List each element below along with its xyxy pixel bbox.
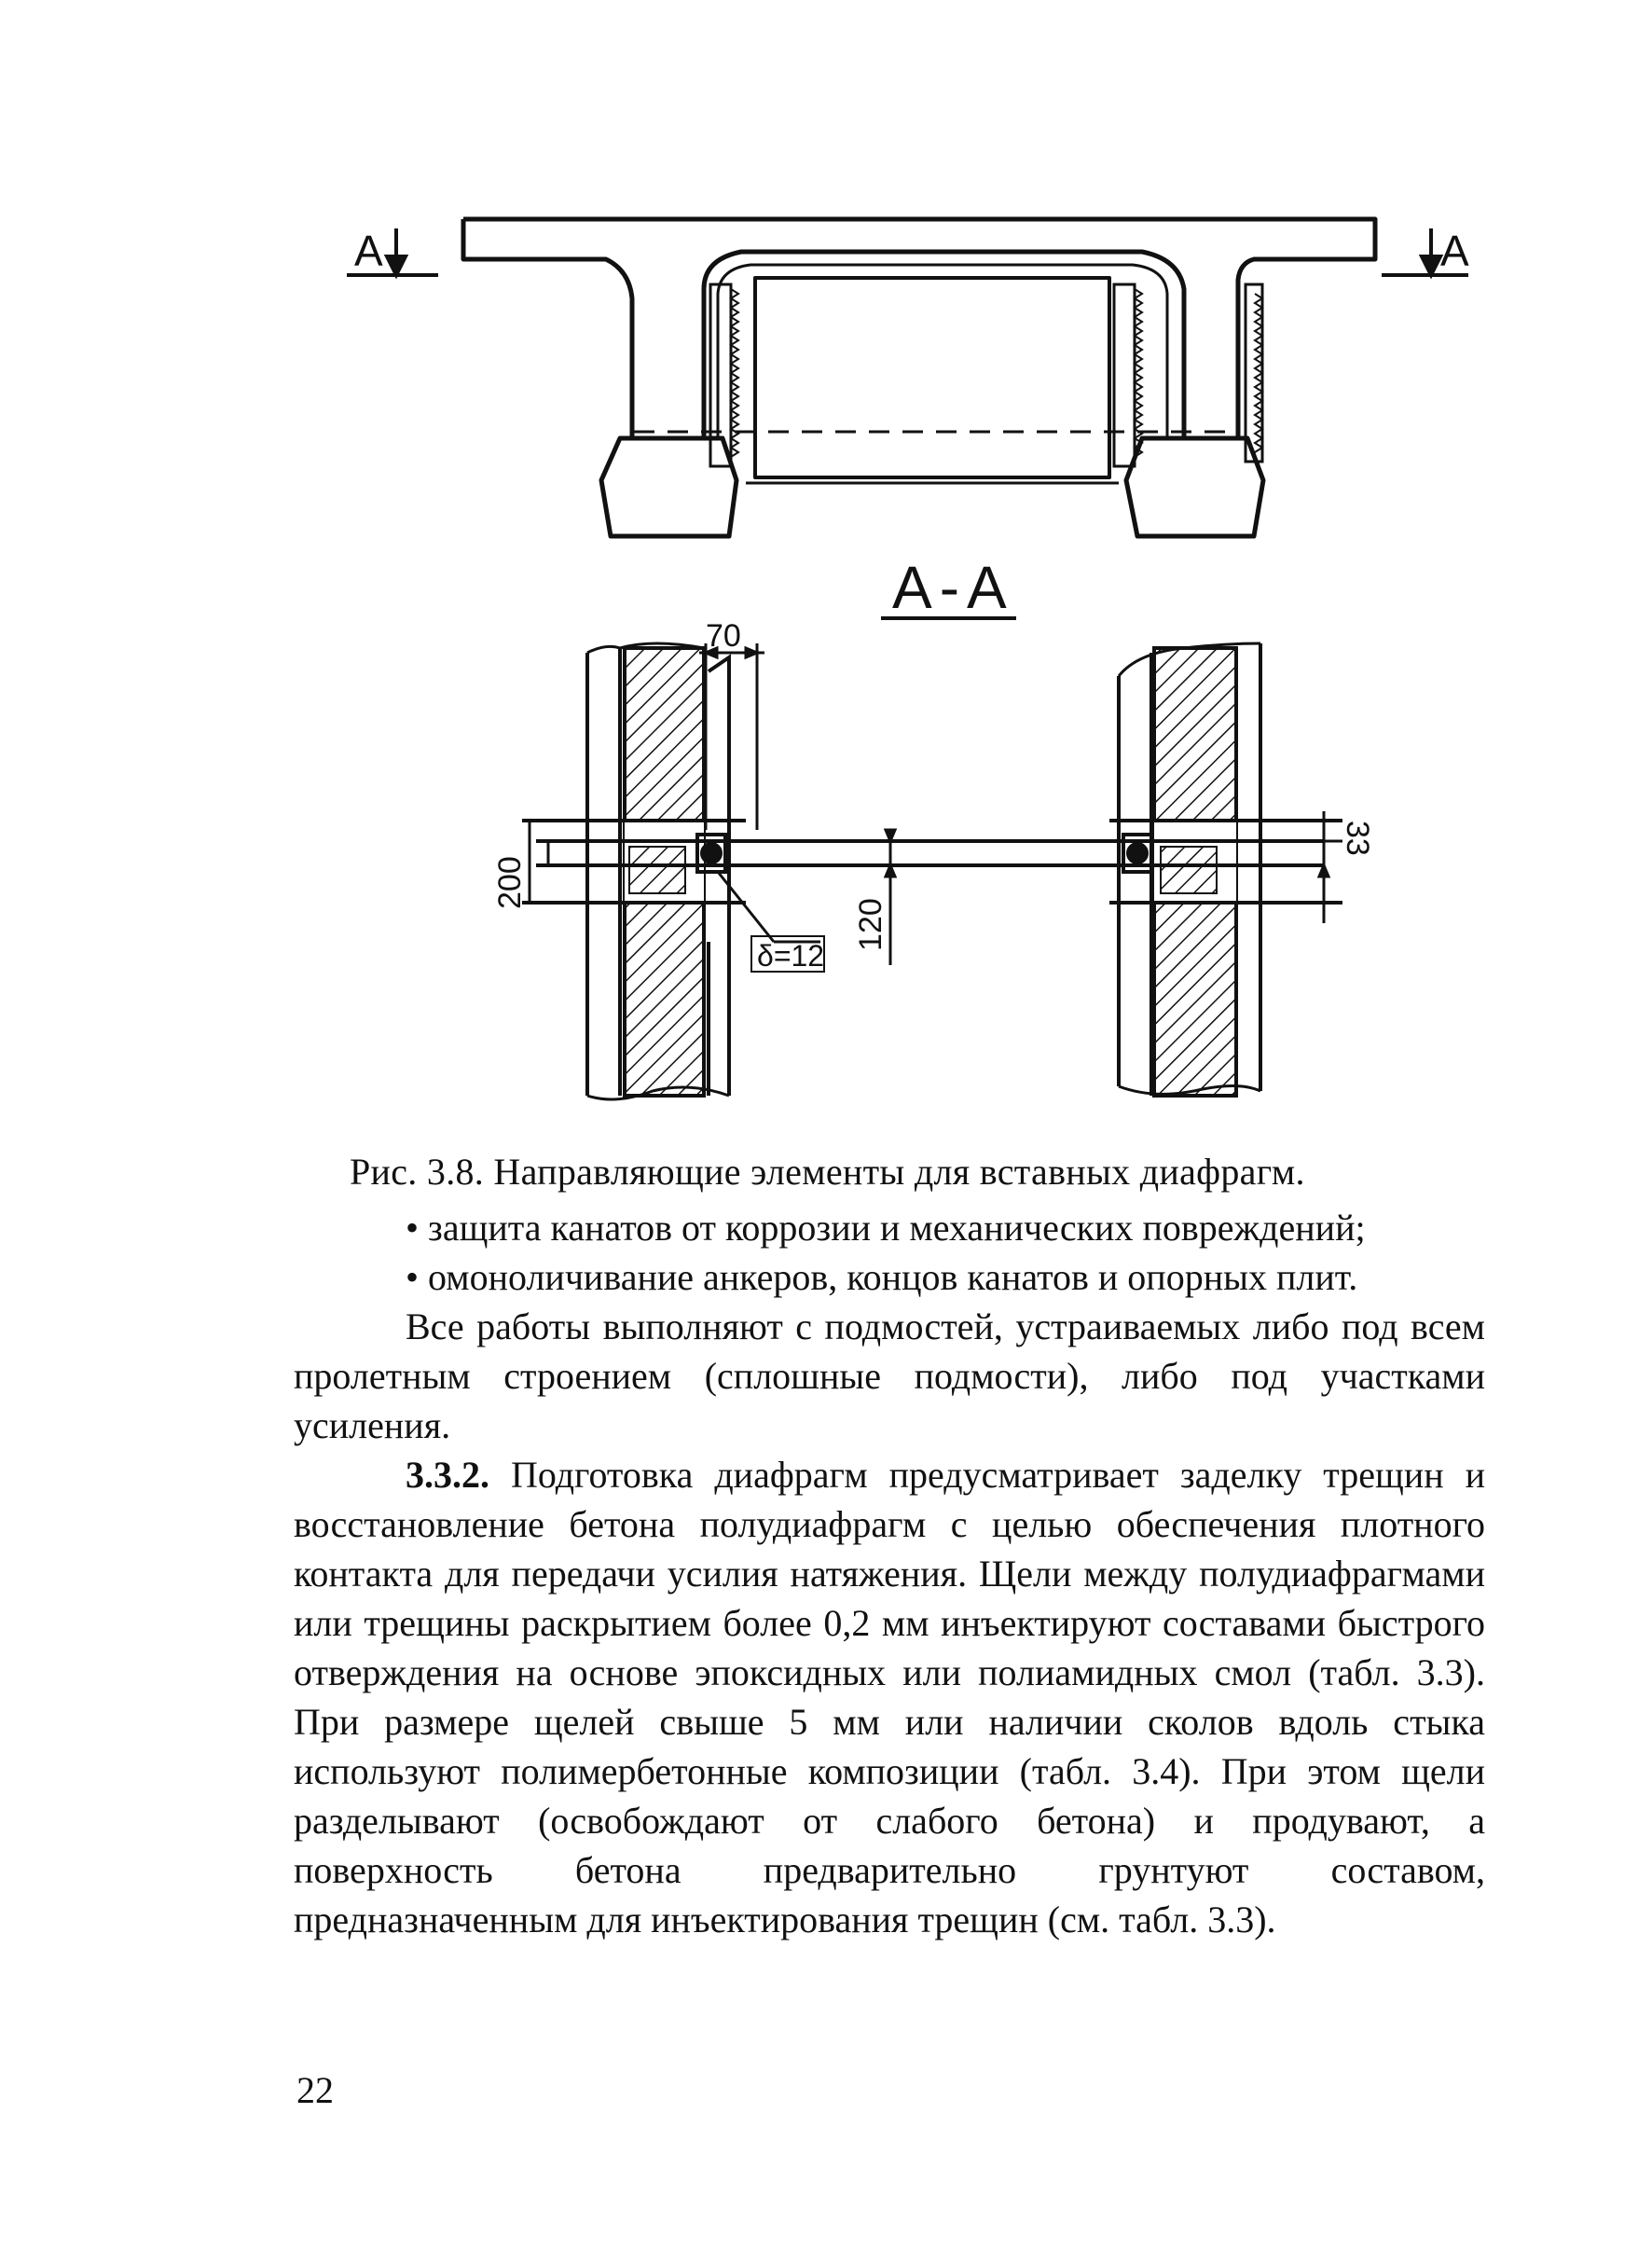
section-title: А-А (892, 554, 1014, 621)
dim-200: 200 (492, 856, 528, 909)
dim-120: 120 (853, 898, 888, 951)
section-a-a (522, 643, 1342, 1099)
paragraph-text: Подготовка диафрагм предусматривает заделку трещин и восстановление бетона полудиафрагм с целью обеспечения плотного контакта для передачи усилия натяжения. Щели между полудиафрагмами или трещины раскрытием более 0,2 мм инъектируют составами быстрого отверждения на основе эпоксидных или полиамидных смол (табл. 3.3). При размере щелей свыше 5 мм или наличии сколов вдоль стыка используют полимербетонные композиции (табл. 3.4). При этом щели разделывают (освобождают от слабого бетона) и продувают, а поверхность бетона предварительно грунтуют составом, предназначенным для инъектирования трещин (см. табл. 3.3). (294, 1454, 1485, 1940)
paragraph: Все работы выполняют с подмостей, устраиваемых либо под всем пролетным строением (сплошные подмости), либо под участками усиления. (294, 1305, 1485, 1446)
page-number: 22 (296, 2069, 334, 2111)
body-text (294, 1203, 1485, 1944)
section-mark-left-label: А (354, 227, 383, 275)
paragraph-3-3-2 (294, 1450, 1485, 1944)
figure-caption: Рис. 3.8. Направляющие элементы для вставных диафрагм. (350, 1151, 1305, 1193)
section-number: 3.3.2. (406, 1454, 489, 1496)
bridge-cross-section (463, 219, 1375, 536)
section-mark-right-label: А (1440, 227, 1469, 275)
bullet-item: • омоноличивание анкеров, концов канатов и опорных плит. (406, 1256, 1358, 1298)
dim-70: 70 (706, 618, 741, 654)
dim-33: 33 (1340, 821, 1375, 856)
bullet-text: защита канатов от коррозии и механических повреждений; (428, 1207, 1366, 1249)
bullet-item: • защита канатов от коррозии и механических повреждений; (406, 1207, 1366, 1249)
dim-delta: δ=12 (757, 939, 825, 973)
bullet-text: омоноличивание анкеров, концов канатов и опорных плит. (428, 1256, 1358, 1298)
